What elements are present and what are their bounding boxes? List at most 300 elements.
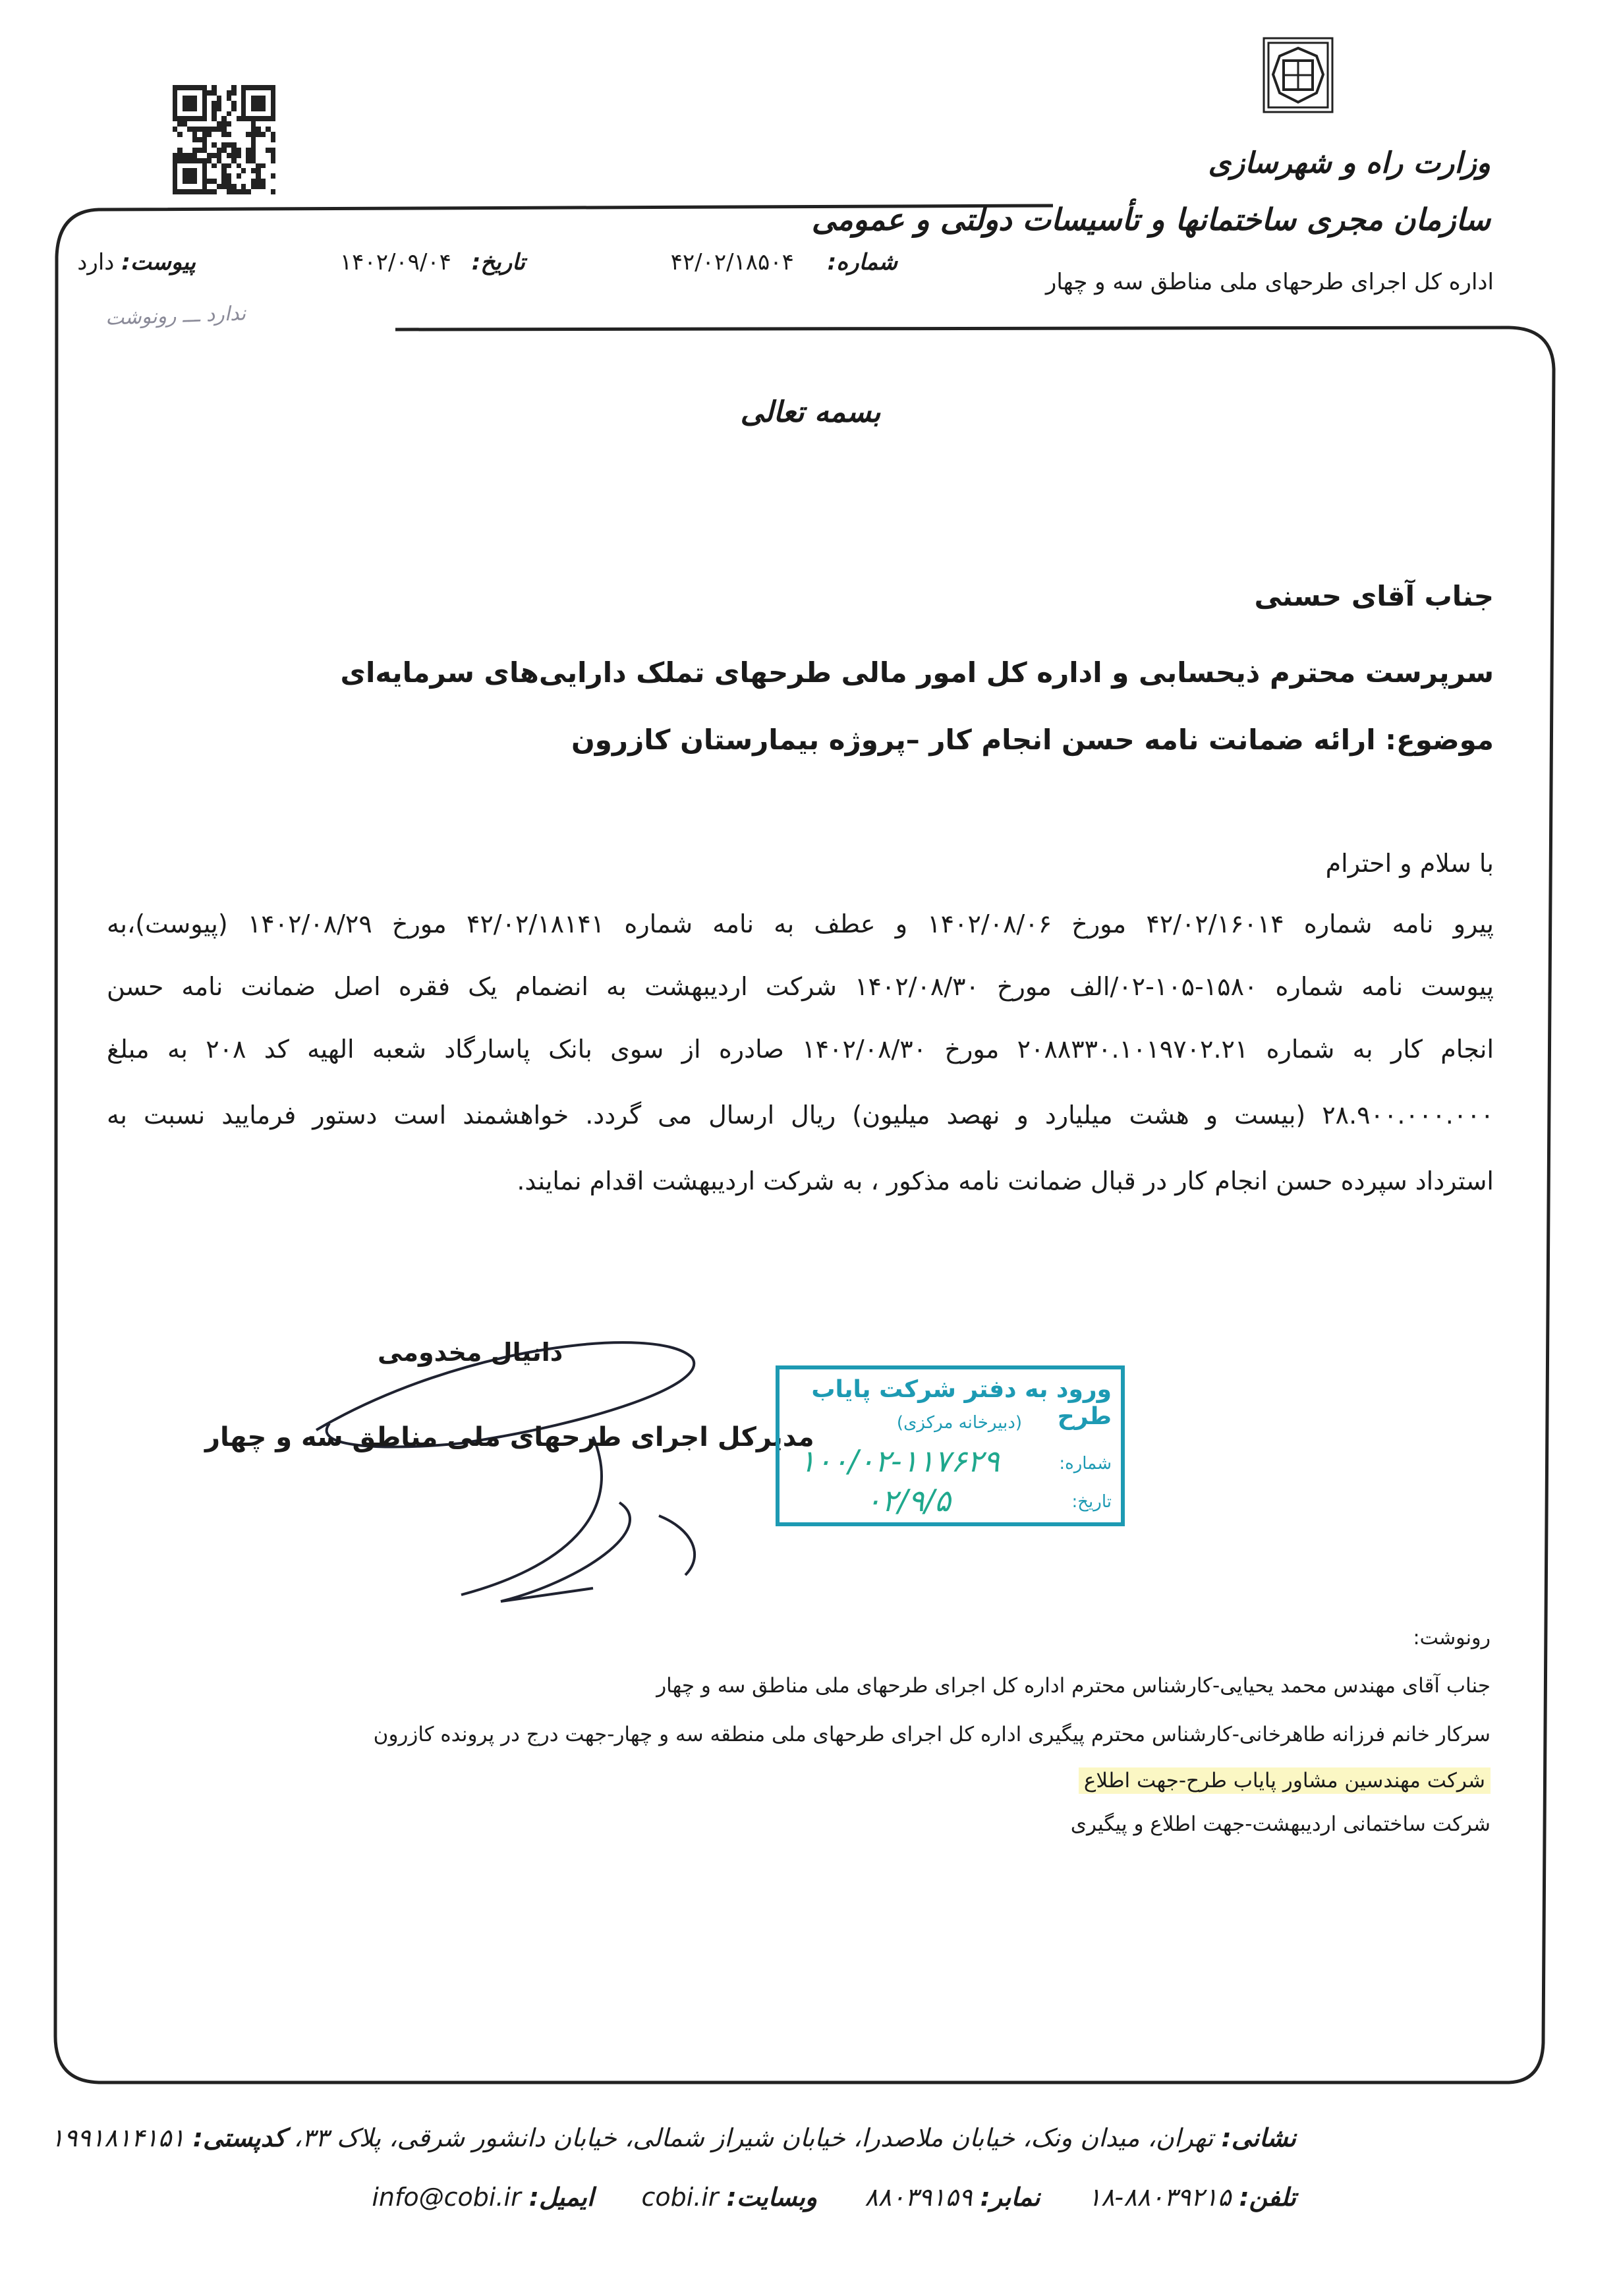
qr-module bbox=[221, 173, 226, 179]
qr-module bbox=[241, 85, 246, 90]
qr-module bbox=[261, 137, 266, 142]
qr-module bbox=[241, 163, 246, 169]
qr-module bbox=[261, 158, 266, 163]
qr-module bbox=[177, 127, 182, 132]
qr-module bbox=[202, 168, 207, 173]
qr-module bbox=[227, 184, 231, 189]
qr-module bbox=[271, 148, 275, 153]
qr-module bbox=[251, 168, 256, 173]
qr-module bbox=[183, 168, 187, 173]
qr-module bbox=[261, 148, 266, 153]
qr-module bbox=[183, 189, 187, 194]
qr-module bbox=[227, 111, 231, 117]
qr-module bbox=[261, 85, 266, 90]
qr-module bbox=[192, 179, 197, 184]
qr-module bbox=[177, 148, 182, 153]
qr-module bbox=[256, 101, 260, 106]
qr-module bbox=[212, 153, 216, 158]
qr-module bbox=[187, 121, 192, 127]
qr-module bbox=[207, 148, 212, 153]
handwritten-note: ندارد ـــ رونوشت bbox=[105, 302, 246, 330]
qr-code bbox=[173, 85, 275, 194]
qr-module bbox=[271, 163, 275, 169]
qr-module bbox=[207, 85, 212, 90]
qr-module bbox=[251, 116, 256, 121]
qr-module bbox=[197, 85, 202, 90]
qr-module bbox=[251, 90, 256, 96]
website-link[interactable]: cobi.ir bbox=[641, 2183, 719, 2212]
qr-module bbox=[187, 90, 192, 96]
qr-module bbox=[217, 111, 221, 117]
greeting: با سلام و احترام bbox=[1325, 849, 1494, 878]
qr-module bbox=[197, 173, 202, 179]
qr-module bbox=[207, 111, 212, 117]
qr-module bbox=[227, 158, 231, 163]
qr-module bbox=[227, 132, 231, 137]
qr-module bbox=[187, 173, 192, 179]
qr-module bbox=[237, 148, 241, 153]
qr-module bbox=[207, 127, 212, 132]
qr-module bbox=[221, 158, 226, 163]
qr-module bbox=[217, 184, 221, 189]
qr-module bbox=[187, 142, 192, 148]
qr-module bbox=[221, 184, 226, 189]
qr-module bbox=[271, 111, 275, 117]
qr-module bbox=[197, 90, 202, 96]
cc-item bbox=[1079, 1769, 1491, 1793]
cc-title: رونوشت: bbox=[1413, 1626, 1491, 1650]
qr-module bbox=[177, 179, 182, 184]
qr-module bbox=[183, 101, 187, 106]
qr-module bbox=[231, 96, 236, 101]
body-line: پیوست نامه شماره ۱۵۸۰-۱۰۵-۰۲/الف مورخ ۱۴۰۲/۰۸/۳۰ شرکت اردیبهشت به انضمام یک فقره اصل ضمانت نامه حسن bbox=[107, 972, 1494, 1001]
qr-module bbox=[173, 132, 177, 137]
qr-module bbox=[187, 184, 192, 189]
qr-module bbox=[207, 121, 212, 127]
qr-module bbox=[207, 153, 212, 158]
qr-module bbox=[192, 153, 197, 158]
qr-module bbox=[217, 116, 221, 121]
qr-module bbox=[261, 179, 266, 184]
email-link[interactable]: info@cobi.ir bbox=[372, 2183, 521, 2212]
qr-module bbox=[251, 184, 256, 189]
qr-module bbox=[227, 179, 231, 184]
qr-module bbox=[251, 111, 256, 117]
qr-module bbox=[246, 189, 250, 194]
qr-module bbox=[207, 184, 212, 189]
qr-module bbox=[212, 96, 216, 101]
qr-module bbox=[271, 106, 275, 111]
qr-module bbox=[231, 132, 236, 137]
qr-module bbox=[183, 137, 187, 142]
qr-module bbox=[207, 116, 212, 121]
qr-module bbox=[261, 127, 266, 132]
qr-module bbox=[173, 168, 177, 173]
qr-module bbox=[256, 132, 260, 137]
qr-module bbox=[266, 90, 270, 96]
qr-module bbox=[187, 127, 192, 132]
qr-module bbox=[197, 158, 202, 163]
qr-module bbox=[177, 121, 182, 127]
qr-module bbox=[221, 106, 226, 111]
qr-module bbox=[187, 189, 192, 194]
qr-module bbox=[197, 168, 202, 173]
qr-module bbox=[251, 173, 256, 179]
qr-module bbox=[241, 127, 246, 132]
qr-module bbox=[256, 90, 260, 96]
qr-module bbox=[207, 137, 212, 142]
qr-module bbox=[187, 168, 192, 173]
qr-module bbox=[177, 85, 182, 90]
qr-module bbox=[271, 101, 275, 106]
stamp-title: ورود به دفتر شرکت پایاب طرح bbox=[811, 1376, 1112, 1430]
qr-module bbox=[183, 106, 187, 111]
qr-module bbox=[261, 106, 266, 111]
qr-module bbox=[256, 184, 260, 189]
qr-module bbox=[231, 179, 236, 184]
qr-module bbox=[187, 148, 192, 153]
qr-module bbox=[231, 127, 236, 132]
qr-module bbox=[173, 142, 177, 148]
stamp-date-value: ۰۲/۹/۵ bbox=[865, 1483, 951, 1518]
qr-module bbox=[271, 184, 275, 189]
qr-module bbox=[246, 179, 250, 184]
qr-module bbox=[221, 168, 226, 173]
qr-module bbox=[207, 90, 212, 96]
qr-module bbox=[183, 163, 187, 169]
qr-module bbox=[173, 184, 177, 189]
qr-module bbox=[251, 101, 256, 106]
qr-module bbox=[217, 106, 221, 111]
qr-module bbox=[271, 158, 275, 163]
qr-module bbox=[183, 184, 187, 189]
qr-module bbox=[266, 132, 270, 137]
qr-module bbox=[241, 111, 246, 117]
qr-module bbox=[246, 158, 250, 163]
qr-module bbox=[217, 153, 221, 158]
qr-module bbox=[246, 168, 250, 173]
qr-module bbox=[256, 189, 260, 194]
qr-module bbox=[212, 148, 216, 153]
qr-module bbox=[251, 137, 256, 142]
qr-module bbox=[173, 106, 177, 111]
qr-module bbox=[227, 153, 231, 158]
qr-module bbox=[266, 127, 270, 132]
qr-module bbox=[202, 153, 207, 158]
qr-module bbox=[192, 189, 197, 194]
qr-module bbox=[231, 153, 236, 158]
qr-module bbox=[192, 137, 197, 142]
qr-module bbox=[256, 137, 260, 142]
qr-module bbox=[192, 101, 197, 106]
qr-module bbox=[192, 106, 197, 111]
qr-module bbox=[266, 116, 270, 121]
qr-module bbox=[197, 179, 202, 184]
qr-module bbox=[227, 168, 231, 173]
qr-module bbox=[207, 132, 212, 137]
qr-module bbox=[183, 127, 187, 132]
qr-module bbox=[192, 163, 197, 169]
qr-module bbox=[183, 148, 187, 153]
qr-module bbox=[197, 111, 202, 117]
qr-module bbox=[246, 127, 250, 132]
qr-module bbox=[187, 179, 192, 184]
qr-module bbox=[246, 111, 250, 117]
qr-module bbox=[173, 96, 177, 101]
qr-module bbox=[202, 184, 207, 189]
qr-module bbox=[212, 179, 216, 184]
qr-module bbox=[246, 121, 250, 127]
stamp-number-value: ۱۰۰/۰۲-۱۱۷۶۲۹ bbox=[799, 1443, 1000, 1479]
qr-module bbox=[271, 116, 275, 121]
qr-module bbox=[192, 116, 197, 121]
qr-module bbox=[177, 111, 182, 117]
qr-module bbox=[202, 90, 207, 96]
qr-module bbox=[256, 127, 260, 132]
qr-module bbox=[271, 168, 275, 173]
qr-module bbox=[251, 85, 256, 90]
qr-module bbox=[256, 153, 260, 158]
qr-module bbox=[217, 132, 221, 137]
qr-module bbox=[227, 142, 231, 148]
qr-module bbox=[231, 137, 236, 142]
qr-module bbox=[202, 106, 207, 111]
qr-module bbox=[192, 158, 197, 163]
qr-module bbox=[197, 106, 202, 111]
qr-module bbox=[227, 90, 231, 96]
qr-module bbox=[177, 153, 182, 158]
qr-module bbox=[207, 96, 212, 101]
qr-module bbox=[241, 90, 246, 96]
qr-module bbox=[231, 111, 236, 117]
qr-module bbox=[202, 137, 207, 142]
qr-module bbox=[241, 137, 246, 142]
qr-module bbox=[177, 132, 182, 137]
letter-attachment: پیوست: دارد bbox=[77, 249, 196, 275]
qr-module bbox=[237, 132, 241, 137]
qr-module bbox=[246, 173, 250, 179]
qr-module bbox=[212, 116, 216, 121]
qr-module bbox=[173, 101, 177, 106]
qr-module bbox=[227, 148, 231, 153]
qr-module bbox=[212, 132, 216, 137]
qr-module bbox=[192, 142, 197, 148]
qr-module bbox=[192, 148, 197, 153]
qr-module bbox=[212, 111, 216, 117]
qr-module bbox=[271, 132, 275, 137]
qr-module bbox=[183, 142, 187, 148]
qr-module bbox=[221, 116, 226, 121]
qr-module bbox=[212, 142, 216, 148]
qr-module bbox=[197, 116, 202, 121]
qr-module bbox=[256, 163, 260, 169]
qr-module bbox=[217, 173, 221, 179]
qr-module bbox=[173, 121, 177, 127]
qr-module bbox=[221, 137, 226, 142]
qr-module bbox=[183, 121, 187, 127]
signatory-title: مدیرکل اجرای طرحهای ملی مناطق سه و چهار bbox=[205, 1422, 814, 1452]
qr-module bbox=[231, 142, 236, 148]
qr-module bbox=[227, 85, 231, 90]
qr-module bbox=[237, 101, 241, 106]
qr-module bbox=[256, 116, 260, 121]
qr-module bbox=[187, 158, 192, 163]
qr-module bbox=[231, 90, 236, 96]
qr-module bbox=[256, 142, 260, 148]
qr-module bbox=[221, 121, 226, 127]
qr-module bbox=[237, 189, 241, 194]
qr-module bbox=[231, 101, 236, 106]
qr-module bbox=[187, 106, 192, 111]
qr-module bbox=[237, 137, 241, 142]
qr-module bbox=[177, 158, 182, 163]
qr-module bbox=[251, 179, 256, 184]
qr-module bbox=[173, 137, 177, 142]
qr-module bbox=[231, 121, 236, 127]
qr-module bbox=[266, 168, 270, 173]
qr-module bbox=[187, 111, 192, 117]
qr-module bbox=[246, 101, 250, 106]
qr-module bbox=[237, 116, 241, 121]
qr-module bbox=[231, 163, 236, 169]
qr-module bbox=[217, 158, 221, 163]
qr-module bbox=[221, 96, 226, 101]
qr-module bbox=[192, 127, 197, 132]
qr-module bbox=[246, 184, 250, 189]
qr-module bbox=[173, 90, 177, 96]
qr-module bbox=[221, 179, 226, 184]
qr-module bbox=[177, 137, 182, 142]
stamp-subtitle: (دبیرخانه مرکزی) bbox=[896, 1413, 1022, 1433]
qr-module bbox=[227, 121, 231, 127]
qr-module bbox=[177, 163, 182, 169]
qr-module bbox=[241, 142, 246, 148]
qr-module bbox=[256, 96, 260, 101]
qr-module bbox=[202, 121, 207, 127]
qr-module bbox=[173, 85, 177, 90]
qr-module bbox=[183, 85, 187, 90]
qr-module bbox=[271, 142, 275, 148]
qr-module bbox=[187, 101, 192, 106]
recipient-title: سرپرست محترم ذیحسابی و اداره کل امور مالی طرحهای تملک دارایی‌های سرمایه‌ای bbox=[340, 656, 1494, 689]
qr-module bbox=[231, 85, 236, 90]
qr-module bbox=[241, 179, 246, 184]
qr-module bbox=[261, 96, 266, 101]
qr-module bbox=[241, 173, 246, 179]
qr-module bbox=[202, 127, 207, 132]
qr-module bbox=[221, 148, 226, 153]
qr-module bbox=[207, 101, 212, 106]
qr-module bbox=[202, 179, 207, 184]
qr-module bbox=[212, 173, 216, 179]
qr-module bbox=[212, 168, 216, 173]
qr-module bbox=[237, 168, 241, 173]
qr-module bbox=[246, 106, 250, 111]
qr-module bbox=[212, 189, 216, 194]
qr-module bbox=[266, 106, 270, 111]
qr-module bbox=[212, 127, 216, 132]
qr-module bbox=[271, 189, 275, 194]
qr-module bbox=[227, 116, 231, 121]
qr-module bbox=[202, 111, 207, 117]
qr-module bbox=[256, 85, 260, 90]
qr-module bbox=[227, 96, 231, 101]
qr-module bbox=[197, 163, 202, 169]
qr-module bbox=[271, 96, 275, 101]
qr-module bbox=[187, 163, 192, 169]
qr-module bbox=[173, 189, 177, 194]
highlighted-cc-text: شرکت مهندسین مشاور پایاب طرح-جهت اطلاع bbox=[1079, 1767, 1491, 1794]
qr-module bbox=[183, 132, 187, 137]
qr-module bbox=[192, 173, 197, 179]
qr-module bbox=[207, 158, 212, 163]
qr-module bbox=[183, 173, 187, 179]
qr-module bbox=[241, 153, 246, 158]
qr-module bbox=[221, 153, 226, 158]
qr-module bbox=[212, 137, 216, 142]
qr-module bbox=[192, 90, 197, 96]
qr-module bbox=[271, 173, 275, 179]
qr-module bbox=[212, 184, 216, 189]
qr-module bbox=[237, 90, 241, 96]
qr-module bbox=[202, 101, 207, 106]
qr-module bbox=[246, 142, 250, 148]
qr-module bbox=[197, 101, 202, 106]
qr-module bbox=[221, 163, 226, 169]
qr-module bbox=[212, 85, 216, 90]
qr-module bbox=[173, 173, 177, 179]
qr-module bbox=[217, 137, 221, 142]
qr-module bbox=[251, 158, 256, 163]
qr-module bbox=[241, 132, 246, 137]
body-line: انجام کار به شماره ۲۰۸۸۳۳۰.۱۰۱۹۷۰۲.۲۱ مورخ ۱۴۰۲/۰۸/۳۰ صادره از سوی بانک پاسارگاد شعبه الهیه کد ۲۰۸ به مبلغ bbox=[107, 1035, 1494, 1064]
qr-module bbox=[197, 184, 202, 189]
qr-module bbox=[246, 116, 250, 121]
qr-module bbox=[251, 127, 256, 132]
qr-module bbox=[197, 127, 202, 132]
qr-module bbox=[246, 85, 250, 90]
qr-module bbox=[246, 153, 250, 158]
qr-module bbox=[241, 158, 246, 163]
qr-module bbox=[241, 96, 246, 101]
qr-module bbox=[227, 137, 231, 142]
organization-name: سازمان مجری ساختمانها و تأسیسات دولتی و عمومی bbox=[811, 202, 1491, 237]
qr-module bbox=[192, 168, 197, 173]
qr-module bbox=[183, 116, 187, 121]
qr-module bbox=[261, 132, 266, 137]
qr-module bbox=[231, 173, 236, 179]
qr-module bbox=[266, 158, 270, 163]
qr-module bbox=[221, 142, 226, 148]
qr-module bbox=[202, 148, 207, 153]
footer-contacts: تلفن: ۸۸۰۳۹۲۱۵-۱۸ نمابر: ۸۸۰۳۹۱۵۹ وبسایت: cobi.ir ایمیل: info@cobi.ir bbox=[372, 2183, 1296, 2212]
qr-module bbox=[231, 106, 236, 111]
qr-module bbox=[212, 90, 216, 96]
qr-module bbox=[197, 153, 202, 158]
qr-module bbox=[202, 96, 207, 101]
qr-module bbox=[212, 163, 216, 169]
qr-module bbox=[221, 101, 226, 106]
qr-module bbox=[217, 85, 221, 90]
qr-module bbox=[261, 173, 266, 179]
qr-module bbox=[202, 116, 207, 121]
qr-module bbox=[217, 168, 221, 173]
qr-module bbox=[221, 189, 226, 194]
qr-module bbox=[246, 163, 250, 169]
qr-module bbox=[266, 96, 270, 101]
qr-module bbox=[251, 106, 256, 111]
qr-module bbox=[231, 184, 236, 189]
